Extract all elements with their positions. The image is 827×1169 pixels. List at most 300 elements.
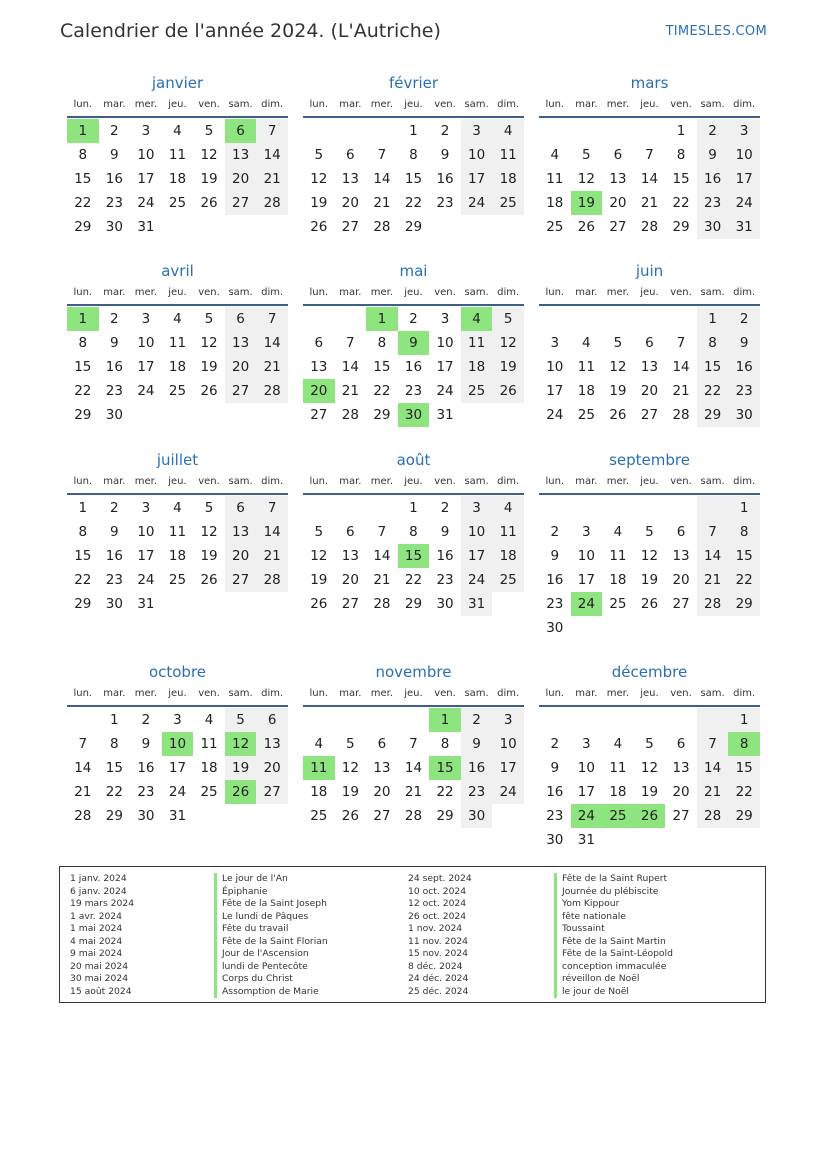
- day-cell: 14: [640, 171, 659, 187]
- day-cell: 6: [645, 335, 654, 351]
- legend-date: 4 mai 2024: [70, 935, 123, 947]
- day-cell: 27: [310, 407, 328, 423]
- day-cell: 27: [672, 808, 690, 824]
- day-cell: 5: [645, 524, 654, 540]
- empty-cell: [303, 708, 335, 732]
- day-cell: 22: [728, 568, 760, 592]
- day-cell: 23: [436, 195, 454, 211]
- month-block: [67, 260, 288, 427]
- legend-holiday-name: Fête de la Saint Joseph: [214, 898, 328, 911]
- day-cell: 26: [310, 596, 328, 612]
- day-cell: 26: [200, 195, 218, 211]
- weekday-header: [539, 96, 760, 118]
- month-block: [67, 72, 288, 239]
- holiday-day: 8: [728, 732, 760, 756]
- day-cell: 15: [728, 756, 760, 780]
- day-cell: 16: [546, 784, 564, 800]
- empty-cell: [634, 119, 666, 143]
- legend-holiday-name: lundi de Pentecôte: [214, 961, 328, 974]
- day-cell: 26: [200, 383, 218, 399]
- month-name: décembre: [611, 663, 688, 681]
- day-cell: 26: [341, 808, 359, 824]
- day-cell: 23: [137, 784, 155, 800]
- legend-date: 11 nov. 2024: [408, 935, 469, 947]
- legend-holiday-name: Fête du travail: [214, 923, 328, 936]
- holiday-day: 15: [429, 756, 461, 780]
- weekday-label: lun.: [545, 688, 565, 699]
- legend-date: 24 déc. 2024: [408, 973, 469, 984]
- day-cell: 31: [436, 407, 454, 423]
- holiday-day: 9: [398, 331, 430, 355]
- day-cell: 27: [672, 596, 690, 612]
- holiday-day: 30: [398, 403, 430, 427]
- day-cell: 4: [173, 123, 182, 139]
- weekday-label: mar.: [103, 287, 126, 298]
- day-cell: 1: [409, 500, 418, 516]
- day-cell: 5: [346, 736, 355, 752]
- weekday-label: dim.: [733, 688, 756, 699]
- weekday-label: ven.: [670, 688, 692, 699]
- day-cell: 3: [141, 500, 151, 516]
- day-cell: 22: [728, 780, 760, 804]
- day-cell: 19: [310, 195, 328, 211]
- day-cell: 6: [377, 736, 387, 752]
- weekday-label: sam.: [464, 99, 489, 110]
- empty-cell: [602, 708, 634, 732]
- day-cell: 7: [256, 307, 288, 331]
- day-cell: 9: [461, 732, 493, 756]
- day-cell: 24: [137, 572, 155, 588]
- day-cell: 5: [225, 708, 257, 732]
- day-cell: 6: [613, 147, 623, 163]
- month-block: [539, 260, 760, 427]
- weekday-label: jeu.: [404, 287, 423, 298]
- month-block: [303, 72, 524, 239]
- empty-cell: [697, 708, 729, 732]
- weekday-label: lun.: [73, 99, 93, 110]
- day-cell: 2: [550, 524, 560, 540]
- day-grid: [539, 708, 760, 852]
- day-cell: 28: [256, 379, 288, 403]
- day-cell: 25: [609, 596, 627, 612]
- empty-cell: [303, 307, 335, 331]
- empty-cell: [366, 708, 398, 732]
- day-cell: 3: [582, 736, 591, 752]
- day-cell: 3: [173, 712, 182, 728]
- day-cell: 1: [728, 708, 760, 732]
- day-cell: 12: [577, 171, 595, 187]
- day-cell: 31: [461, 592, 493, 616]
- day-cell: 26: [609, 407, 627, 423]
- day-cell: 18: [310, 784, 328, 800]
- weekday-header: [303, 284, 524, 306]
- day-cell: 16: [728, 355, 760, 379]
- day-cell: 20: [256, 756, 288, 780]
- day-cell: 7: [676, 335, 686, 351]
- day-cell: 4: [613, 524, 623, 540]
- day-cell: 15: [74, 171, 92, 187]
- day-cell: 16: [546, 572, 564, 588]
- empty-cell: [634, 496, 666, 520]
- month-name: septembre: [609, 451, 690, 469]
- day-cell: 25: [168, 572, 187, 588]
- empty-cell: [335, 496, 367, 520]
- day-grid: [539, 496, 760, 640]
- day-cell: 13: [225, 143, 257, 167]
- weekday-label: mer.: [606, 688, 630, 699]
- weekday-label: ven.: [198, 688, 220, 699]
- day-cell: 16: [105, 548, 123, 564]
- weekday-header: [303, 685, 524, 707]
- day-cell: 11: [609, 548, 627, 564]
- legend-date: 9 mai 2024: [70, 948, 123, 959]
- day-cell: 19: [200, 548, 218, 564]
- day-cell: 22: [74, 572, 92, 588]
- day-cell: 14: [697, 756, 729, 780]
- day-cell: 11: [492, 143, 524, 167]
- weekday-header: [67, 96, 288, 118]
- weekday-header: [303, 473, 524, 495]
- weekday-label: dim.: [261, 287, 284, 298]
- day-cell: 12: [200, 524, 218, 540]
- weekday-header: [67, 284, 288, 306]
- legend-holiday-name: Fête de la Saint Florian: [214, 936, 328, 949]
- day-cell: 11: [577, 359, 595, 375]
- day-cell: 23: [105, 572, 123, 588]
- day-cell: 1: [409, 123, 418, 139]
- day-cell: 31: [728, 215, 760, 239]
- weekday-label: jeu.: [640, 688, 659, 699]
- day-cell: 2: [550, 736, 560, 752]
- weekday-label: ven.: [670, 99, 692, 110]
- day-cell: 8: [409, 524, 418, 540]
- holiday-day: 20: [303, 379, 335, 403]
- day-cell: 19: [640, 572, 659, 588]
- day-cell: 23: [546, 808, 564, 824]
- day-cell: 14: [341, 359, 359, 375]
- day-cell: 17: [492, 756, 524, 780]
- day-cell: 26: [640, 596, 659, 612]
- weekday-label: dim.: [497, 688, 520, 699]
- day-cell: 6: [676, 524, 686, 540]
- brand-link[interactable]: TIMESLES.COM: [665, 24, 767, 39]
- weekday-label: dim.: [261, 99, 284, 110]
- day-cell: 7: [256, 119, 288, 143]
- weekday-label: mar.: [339, 99, 362, 110]
- day-cell: 25: [577, 407, 595, 423]
- day-cell: 1: [728, 496, 760, 520]
- day-cell: 26: [577, 219, 595, 235]
- day-cell: 13: [225, 331, 257, 355]
- month-block: [303, 661, 524, 828]
- day-cell: 23: [105, 195, 123, 211]
- day-cell: 12: [310, 171, 328, 187]
- empty-cell: [398, 708, 430, 732]
- day-cell: 15: [373, 359, 391, 375]
- empty-cell: [539, 119, 571, 143]
- weekday-label: mer.: [134, 287, 158, 298]
- weekday-label: lun.: [545, 287, 565, 298]
- day-cell: 27: [609, 219, 627, 235]
- day-cell: 19: [609, 383, 627, 399]
- holiday-day: 1: [366, 307, 398, 331]
- weekday-label: dim.: [733, 99, 756, 110]
- day-cell: 30: [436, 596, 454, 612]
- day-cell: 31: [577, 832, 595, 848]
- legend-right-dates: [408, 873, 472, 998]
- empty-cell: [335, 708, 367, 732]
- legend-holiday-name: conception immaculée: [554, 961, 673, 974]
- weekday-label: mar.: [103, 476, 126, 487]
- day-cell: 3: [141, 311, 151, 327]
- page-title: Calendrier de l'année 2024. (L'Autriche): [60, 20, 441, 42]
- day-cell: 22: [436, 784, 454, 800]
- day-cell: 15: [697, 355, 729, 379]
- day-cell: 7: [377, 524, 387, 540]
- day-cell: 13: [341, 171, 359, 187]
- empty-cell: [303, 119, 335, 143]
- legend-holiday-name: Corps du Christ: [214, 973, 328, 986]
- holiday-day: 4: [461, 307, 493, 331]
- day-cell: 16: [436, 171, 454, 187]
- day-cell: 5: [314, 147, 324, 163]
- day-cell: 10: [436, 335, 454, 351]
- empty-cell: [665, 708, 697, 732]
- holiday-day: 1: [67, 119, 99, 143]
- day-cell: 2: [440, 500, 450, 516]
- day-cell: 20: [640, 383, 659, 399]
- empty-cell: [366, 496, 398, 520]
- weekday-label: dim.: [497, 287, 520, 298]
- day-cell: 18: [168, 171, 187, 187]
- day-cell: 20: [672, 572, 690, 588]
- day-cell: 6: [346, 524, 355, 540]
- day-cell: 20: [341, 195, 359, 211]
- day-cell: 24: [461, 191, 493, 215]
- day-grid: [539, 119, 760, 239]
- legend-date: 26 oct. 2024: [408, 910, 467, 922]
- day-cell: 11: [492, 520, 524, 544]
- day-cell: 17: [461, 167, 493, 191]
- day-grid: [539, 307, 760, 427]
- day-cell: 4: [173, 500, 182, 516]
- day-cell: 1: [78, 500, 88, 516]
- day-cell: 29: [74, 407, 92, 423]
- day-cell: 17: [577, 784, 595, 800]
- legend-date: 6 janv. 2024: [70, 885, 127, 897]
- day-cell: 6: [225, 496, 257, 520]
- day-cell: 26: [310, 219, 328, 235]
- day-cell: 22: [404, 572, 423, 588]
- legend-date: 30 mai 2024: [70, 973, 129, 984]
- day-cell: 2: [110, 500, 119, 516]
- weekday-label: lun.: [309, 287, 329, 298]
- weekday-label: jeu.: [404, 99, 423, 110]
- month-name: mai: [399, 262, 428, 280]
- day-cell: 27: [225, 191, 257, 215]
- day-cell: 19: [310, 572, 328, 588]
- weekday-label: mar.: [103, 99, 126, 110]
- day-cell: 3: [492, 708, 524, 732]
- empty-cell: [665, 496, 697, 520]
- day-cell: 9: [728, 331, 760, 355]
- holiday-day: 6: [225, 119, 257, 143]
- weekday-label: lun.: [309, 99, 329, 110]
- day-cell: 12: [640, 760, 659, 776]
- legend-holiday-name: Fête de la Saint Rupert: [554, 873, 673, 886]
- day-cell: 20: [225, 167, 257, 191]
- legend-holiday-name: Le jour de l'An: [214, 873, 328, 886]
- day-cell: 2: [110, 123, 119, 139]
- day-cell: 9: [550, 548, 560, 564]
- day-cell: 8: [377, 335, 387, 351]
- legend-holiday-name: Fête de la Saint-Léopold: [554, 948, 673, 961]
- day-cell: 13: [640, 359, 659, 375]
- day-cell: 9: [440, 524, 450, 540]
- day-cell: 10: [577, 760, 595, 776]
- day-cell: 28: [341, 407, 359, 423]
- day-cell: 25: [546, 219, 564, 235]
- day-cell: 12: [341, 760, 359, 776]
- holiday-day: 19: [571, 191, 603, 215]
- weekday-label: lun.: [309, 476, 329, 487]
- day-cell: 5: [613, 335, 623, 351]
- weekday-label: sam.: [700, 688, 725, 699]
- day-cell: 5: [582, 147, 591, 163]
- holiday-day: 26: [225, 780, 257, 804]
- weekday-label: mar.: [103, 688, 126, 699]
- empty-cell: [67, 708, 99, 732]
- day-cell: 30: [105, 219, 123, 235]
- day-cell: 25: [310, 808, 328, 824]
- day-cell: 30: [546, 832, 564, 848]
- weekday-label: mer.: [134, 476, 158, 487]
- day-cell: 24: [436, 383, 454, 399]
- day-cell: 11: [461, 331, 493, 355]
- weekday-label: ven.: [198, 99, 220, 110]
- day-cell: 21: [373, 572, 391, 588]
- month-name: juillet: [156, 451, 199, 469]
- day-cell: 4: [613, 736, 623, 752]
- day-cell: 4: [492, 119, 524, 143]
- weekday-header: [67, 473, 288, 495]
- day-cell: 30: [105, 596, 123, 612]
- legend-left-names: [214, 873, 328, 998]
- day-cell: 27: [640, 407, 659, 423]
- day-cell: 18: [577, 383, 595, 399]
- day-cell: 9: [141, 736, 151, 752]
- day-cell: 2: [110, 311, 119, 327]
- day-cell: 15: [404, 171, 423, 187]
- legend-date: 1 avr. 2024: [70, 910, 122, 922]
- weekday-label: jeu.: [168, 476, 187, 487]
- day-cell: 11: [546, 171, 564, 187]
- holiday-day: 24: [571, 804, 603, 828]
- day-cell: 5: [204, 311, 214, 327]
- day-cell: 19: [200, 171, 218, 187]
- weekday-label: jeu.: [640, 99, 659, 110]
- legend-date: 1 mai 2024: [70, 923, 123, 934]
- legend-date: 8 déc. 2024: [408, 960, 463, 972]
- day-cell: 22: [697, 379, 729, 403]
- day-grid: [67, 307, 288, 427]
- day-cell: 12: [200, 147, 218, 163]
- day-cell: 21: [640, 195, 659, 211]
- day-cell: 30: [728, 403, 760, 427]
- month-block: [303, 260, 524, 427]
- day-cell: 12: [492, 331, 524, 355]
- holiday-day: 11: [303, 756, 335, 780]
- holiday-day: 12: [225, 732, 257, 756]
- day-cell: 11: [200, 736, 218, 752]
- weekday-label: mer.: [370, 99, 394, 110]
- weekday-label: mer.: [370, 688, 394, 699]
- day-cell: 15: [728, 544, 760, 568]
- weekday-label: mer.: [370, 287, 394, 298]
- day-cell: 18: [168, 359, 187, 375]
- weekday-label: ven.: [434, 287, 456, 298]
- day-cell: 28: [640, 219, 659, 235]
- holiday-day: 24: [571, 592, 603, 616]
- day-cell: 2: [728, 307, 760, 331]
- legend-date: 24 sept. 2024: [408, 873, 472, 884]
- legend-date: 1 janv. 2024: [70, 873, 127, 884]
- day-cell: 29: [672, 219, 690, 235]
- weekday-label: jeu.: [168, 287, 187, 298]
- day-cell: 14: [256, 143, 288, 167]
- month-name: mars: [630, 74, 669, 92]
- day-cell: 3: [461, 119, 493, 143]
- weekday-label: mar.: [575, 287, 598, 298]
- weekday-label: sam.: [464, 476, 489, 487]
- weekday-label: mar.: [339, 476, 362, 487]
- weekday-label: mar.: [339, 287, 362, 298]
- holiday-day: 26: [634, 804, 666, 828]
- legend-holiday-name: Journée du plébiscite: [554, 886, 673, 899]
- day-cell: 5: [645, 736, 654, 752]
- weekday-label: dim.: [497, 476, 520, 487]
- weekday-label: mer.: [370, 476, 394, 487]
- legend-date: 15 nov. 2024: [408, 948, 469, 959]
- legend-holiday-name: Fête de la Saint Martin: [554, 936, 673, 949]
- day-cell: 30: [105, 407, 123, 423]
- weekday-label: jeu.: [168, 99, 187, 110]
- month-name: juin: [635, 262, 664, 280]
- day-cell: 7: [377, 147, 387, 163]
- day-cell: 30: [697, 215, 729, 239]
- day-cell: 6: [314, 335, 324, 351]
- day-cell: 14: [373, 548, 391, 564]
- weekday-label: dim.: [261, 688, 284, 699]
- day-cell: 29: [74, 219, 92, 235]
- day-grid: [303, 708, 524, 828]
- empty-cell: [602, 496, 634, 520]
- day-cell: 5: [492, 307, 524, 331]
- day-cell: 8: [440, 736, 450, 752]
- day-cell: 9: [110, 524, 119, 540]
- day-cell: 5: [314, 524, 324, 540]
- day-cell: 12: [200, 335, 218, 351]
- day-cell: 9: [697, 143, 729, 167]
- day-cell: 6: [346, 147, 355, 163]
- day-cell: 10: [461, 143, 493, 167]
- day-cell: 23: [404, 383, 423, 399]
- day-cell: 2: [440, 123, 450, 139]
- day-cell: 8: [78, 335, 88, 351]
- day-cell: 21: [697, 568, 729, 592]
- weekday-label: dim.: [733, 287, 756, 298]
- weekday-label: sam.: [700, 476, 725, 487]
